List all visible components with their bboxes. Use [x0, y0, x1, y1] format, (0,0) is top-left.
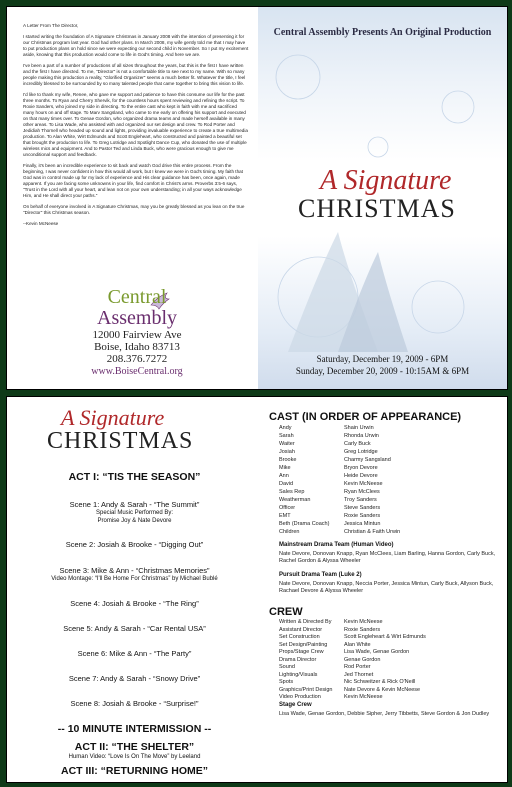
- program-title: [47, 407, 227, 453]
- act-3-title: ACT III: “RETURNING HOME”: [61, 765, 208, 777]
- credit-name: Ryan McClees: [344, 489, 380, 495]
- credit-row: [279, 425, 508, 432]
- church-name-line1: Central: [107, 286, 167, 308]
- letter-signature: --Kevin McNeese: [23, 221, 59, 226]
- act-1-title: ACT I: “TIS THE SEASON”: [68, 471, 201, 483]
- credit-role: David: [279, 481, 294, 487]
- credit-row: [279, 687, 508, 694]
- credit-role: Sales Rep: [279, 489, 305, 495]
- letter-paragraph: I've been a part of a number of productions of all sizes throughout the years, but this is the first I have written and the first I have directed. To me, "Director" is not a comfortable title to see next to my name. With so many people making this production a reality, "Glorified Organizer" seems a much better fit. Whatever the title, I feel incredibly blessed to be surrounded by so many talented people that came together to bring this vision to life.: [23, 63, 246, 86]
- credit-role: Props/Stage Crew: [279, 649, 324, 655]
- credit-role: Graphics/Print Design: [279, 686, 333, 693]
- church-name-line2: Assembly: [97, 307, 177, 329]
- act-2-title: ACT II: “THE SHELTER”: [74, 741, 195, 753]
- credit-row: [279, 664, 508, 671]
- credit-name: Troy Sanders: [344, 497, 377, 503]
- credit-role: Spots: [279, 679, 294, 685]
- scene-2: Scene 2: Josiah & Brooke - “Digging Out”: [65, 540, 204, 549]
- credit-role: Drama Director: [279, 656, 317, 663]
- credit-row: [279, 694, 508, 701]
- crew-title: CREW: [269, 606, 303, 618]
- credit-row: [279, 473, 508, 480]
- credit-name: Jessica Mintun: [344, 521, 381, 527]
- credit-row: [279, 457, 508, 464]
- credit-row: [279, 465, 508, 472]
- performance-dates: [258, 353, 507, 377]
- credit-name: Scott Engleheart & Wirt Edmunds: [344, 634, 426, 640]
- credit-name: Heide Devore: [344, 473, 378, 479]
- credit-row: [279, 657, 508, 664]
- credit-role: Brooke: [279, 457, 297, 463]
- credit-row: [279, 481, 508, 488]
- stage-crew-names: Lisa Wade, Genae Gordon, Debbie Sipher, Jerry Tibbetts, Steve Gordon & Jon Dudley: [279, 711, 490, 717]
- scene-3: Scene 3: Mike & Ann - “Christmas Memories”: [59, 566, 210, 575]
- date-saturday: Saturday, December 19, 2009 - 6PM: [316, 354, 449, 364]
- credit-role: Weatherman: [279, 497, 311, 503]
- credit-name: Nic Schweitzer & Rick O'Neill: [344, 679, 416, 685]
- stage-crew-title: Stage Crew: [279, 702, 312, 708]
- church-website[interactable]: www.BoiseCentral.org: [91, 366, 183, 377]
- credit-row: [279, 489, 508, 496]
- credit-role: Set Design/Painting: [279, 641, 328, 648]
- letter-paragraph: I'd like to thank my wife, Renee, who gave me support and patience to have this consume our life for the past three months. To Ryan and Cherry Shervik, for the countless hours spent reviewing and refining the script. To Roxie Sanders, who joined my side in directing. To the entire cast who kept in faith with me and sacrificed many hours on and off stage. To Marv Sangsland, who came to me early on offering his support and executed on that many times over. To Genae Gordon, who organized drama teams and made herself available in many other areas. To Lisa Wade, who assisted with and organized our set design and crew. To Rod Porter and Jedidiah Thornell who headed up sound and lights, providing invaluable experience to create a true multimedia production. To Alan White, Wirt Edmunds and Scott Engleheart, who constructed and painted a beautiful set that brought the production to life. To Greg Lotridge and Spotlight Dance Cup, who donated the use of multiple wireless mics and equipment. And to Pastor Ted and Linda Buck, who were gracious enough to give me unconditional support and feedback.: [23, 92, 248, 157]
- front-cover: [258, 7, 507, 389]
- cover-panel: [6, 6, 508, 390]
- program-right: [269, 397, 507, 782]
- credit-row: [279, 497, 508, 504]
- cast-title: CAST (IN ORDER OF APPEARANCE): [269, 411, 462, 423]
- credit-name: Alan White: [344, 641, 371, 648]
- scene-5: Scene 5: Andy & Sarah - “Car Rental USA”: [63, 624, 206, 633]
- pursuit-names: Nate Devore, Donovan Knapp, Neccia Porter, Jessica Mintun, Carly Buck, Allyson Buck, Rachael Devore & Alyssa Wheeler: [279, 581, 494, 594]
- credit-row: [279, 441, 508, 448]
- mainstream-names: Nate Devore, Donovan Knapp, Ryan McClees, Liam Barling, Hanna Gordon, Carly Buck, Rachel Gordon & Alyssa Wheeler: [279, 551, 496, 564]
- credit-name: Charmy Sangsland: [344, 457, 391, 463]
- credit-name: Roxie Sanders: [344, 626, 381, 633]
- credit-row: [279, 521, 508, 528]
- credit-row: [279, 649, 508, 656]
- credit-row: [279, 619, 508, 626]
- church-phone: 208.376.7272: [106, 353, 168, 365]
- program-left: [7, 397, 262, 782]
- cover-title-christmas: CHRISTMAS: [298, 194, 456, 223]
- credit-row: [279, 679, 508, 686]
- credit-name: Roxie Sanders: [344, 513, 381, 519]
- credit-role: Sound: [279, 664, 295, 670]
- credit-name: Carly Buck: [344, 441, 371, 447]
- credit-role: Lighting/Visuals: [279, 671, 318, 678]
- credit-row: [279, 505, 508, 512]
- credit-name: Greg Lotridge: [344, 449, 378, 455]
- scene-1-sub: Special Music Performed By:: [95, 510, 174, 516]
- credit-row: [279, 433, 508, 440]
- letter-paragraph: On behalf of everyone involved in A Signature Christmas, may you be greatly blessed as you lean on the true "Director" this Christmas season.: [23, 204, 245, 215]
- scene-1: Scene 1: Andy & Sarah - “The Summit”: [69, 500, 200, 509]
- date-sunday: Sunday, December 20, 2009 - 10:15AM & 6PM: [295, 366, 470, 376]
- credit-row: [279, 449, 508, 456]
- credit-name: Genae Gordon: [344, 656, 381, 663]
- credit-name: Christian & Faith Urwin: [344, 529, 401, 535]
- credit-role: EMT: [279, 513, 291, 519]
- credit-role: Sarah: [279, 433, 294, 439]
- credit-role: Officer: [279, 505, 296, 511]
- scene-3-sub: Video Montage: “I'll Be Home For Christmas” by Michael Bublé: [51, 576, 218, 582]
- program-panel: [6, 396, 508, 783]
- credit-role: Josiah: [279, 449, 295, 455]
- credit-role: Beth (Drama Coach): [279, 521, 330, 527]
- credit-name: Kevin McNeese: [344, 481, 383, 487]
- program-title-signature: A Signature: [61, 405, 165, 430]
- act-2-sub: Human Video: “Love Is On The Move” by Leeland: [68, 754, 201, 760]
- credit-name: Kevin McNeese: [344, 619, 383, 625]
- cover-header: Central Assembly Presents An Original Production: [273, 27, 492, 38]
- credit-name: Jed Thornet: [344, 671, 374, 678]
- credit-role: Assistant Director: [279, 626, 323, 633]
- credit-row: [279, 672, 508, 679]
- intermission: -- 10 MINUTE INTERMISSION --: [57, 723, 212, 735]
- letter-greeting: A Letter From The Director,: [23, 23, 79, 28]
- credit-name: Kevin McNeese: [344, 694, 383, 700]
- credit-role: Ann: [279, 473, 289, 479]
- letter-paragraph: Finally, it's been an incredible experience to sit back and watch God drive this entire process. From the beginning, I was never confident in how this would all work, but I knew we were in God's timing. My faith that God was in control made up for my lack of experience and His clear guidance has been, once again, made apparent. If you are facing some unknowns in your life, find comfort in Christ's arms. Proverbs 3:5-6 says, "Trust in the Lord with all your heart, and lean not on your own understanding; in all your ways acknowledge Him, and He shall direct your paths.": [23, 163, 243, 198]
- credit-role: Video Production: [279, 694, 321, 700]
- pursuit-title: Pursuit Drama Team (Luke 2): [279, 572, 362, 578]
- cover-title: [298, 167, 478, 223]
- credit-row: [279, 513, 508, 520]
- program-title-christmas: CHRISTMAS: [47, 428, 194, 454]
- scene-4: Scene 4: Josiah & Brooke - “The Ring”: [70, 599, 199, 608]
- credit-role: Waiter: [279, 441, 295, 447]
- tree-silhouette-icon: [278, 212, 408, 352]
- credit-name: Lisa Wade, Genae Gordon: [344, 649, 410, 655]
- credit-name: Rhonda Urwin: [344, 433, 379, 439]
- credit-row: [279, 634, 508, 641]
- credit-name: Rod Porter: [344, 664, 371, 670]
- cover-title-signature: A Signature: [320, 165, 452, 196]
- credit-name: Bryon Devore: [344, 465, 378, 471]
- scene-7: Scene 7: Andy & Sarah - “Snowy Drive”: [68, 674, 201, 683]
- credit-row: [279, 529, 508, 536]
- director-letter: [23, 23, 249, 232]
- letter-paragraph: I started writing the foundation of A Signature Christmas in January 2008 with the intention of presenting it for our Christmas program last year. God had other plans. In March 2008, my wife gently told me that I may have to put production plans on hold since we were expecting our second child in November. So I put my excitement aside, knowing that this production would come to life in God's timing. And here we are.: [23, 34, 249, 57]
- credit-role: Children: [279, 529, 300, 535]
- church-block: [67, 287, 207, 379]
- credit-name: Nate Devore & Kevin McNeese: [344, 686, 421, 693]
- credit-row: [279, 627, 508, 634]
- credit-row: [279, 642, 508, 649]
- church-address1: 12000 Fairview Ave: [92, 329, 182, 341]
- credit-name: Shain Urwin: [344, 425, 374, 431]
- church-address2: Boise, Idaho 83713: [94, 341, 180, 353]
- credit-name: Steve Sanders: [344, 505, 381, 511]
- credit-role: Mike: [279, 465, 291, 471]
- credit-role: Set Construction: [279, 634, 320, 640]
- scene-8: Scene 8: Josiah & Brooke - “Surprise!”: [70, 699, 199, 708]
- credit-role: Andy: [279, 425, 292, 431]
- mainstream-title: Mainstream Drama Team (Human Video): [279, 542, 394, 548]
- credit-role: Written & Directed By: [279, 619, 332, 625]
- scene-6: Scene 6: Mike & Ann - “The Party”: [77, 649, 192, 658]
- scene-1-sub: Promise Joy & Nate Devore: [97, 518, 172, 524]
